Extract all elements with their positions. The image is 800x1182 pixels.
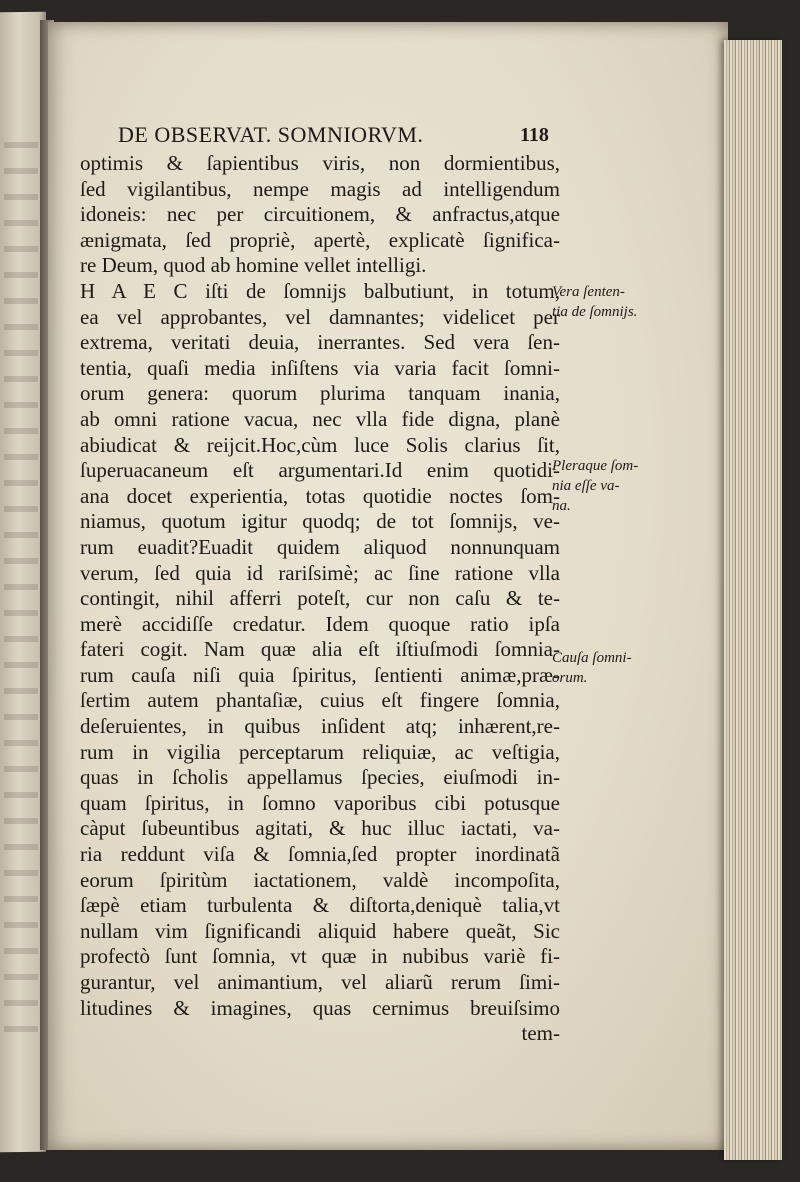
facing-page-bleed bbox=[4, 142, 38, 1042]
text-line: niamus, quotum igitur quodq; de tot ſomnijs, ve- bbox=[80, 509, 560, 534]
text-line: quas in ſcholis appellamus ſpecies, eiuſmodi in- bbox=[80, 765, 560, 790]
catchword: tem- bbox=[521, 1021, 560, 1046]
text-line: fateri cogit. Nam quæ alia eſt iſtiuſmodi ſomnia- bbox=[80, 637, 560, 662]
text-line: optimis & ſapientibus viris, non dormientibus, bbox=[80, 151, 560, 175]
text-line: ana docet experientia, totas quotidie noctes ſom- bbox=[80, 483, 560, 508]
text-line: verum, ſed quia id rariſsimè; ac ſine ratione vlla bbox=[80, 560, 560, 585]
text-line: ænigmata, ſed propriè, apertè, explicatè ſignifica- bbox=[80, 227, 560, 252]
text-line: tentia, quaſi media inſiſtens via varia facit ſomni- bbox=[80, 355, 560, 380]
margin-note-vera-sententia bbox=[552, 282, 682, 322]
text-line: nullam vim ſignificandi aliquid habere queãt, Sic bbox=[80, 918, 560, 943]
text-line: abiudicat & reijcit.Hoc,cùm luce Solis clarius ſit, bbox=[80, 432, 560, 457]
text-line: ea vel approbantes, vel damnantes; videlicet per bbox=[80, 304, 560, 329]
margin-note-line: nia eſſe va- bbox=[552, 478, 620, 494]
text-line: re Deum, quod ab homine vellet intelligi. bbox=[80, 253, 427, 278]
text-line: merè accidiſſe credatur. Idem quoque ratio ipſa bbox=[80, 611, 560, 636]
margin-note-line: Cauſa ſomni- bbox=[552, 650, 632, 666]
text-line: idoneis: nec per circuitionem, & anfractus,atque bbox=[80, 202, 560, 227]
text-line: quam ſpiritus, in ſomno vaporibus cibi potusque bbox=[80, 790, 560, 815]
text-line: orum genera: quorum plurima tanquam inania, bbox=[80, 381, 560, 406]
text-line: eorum ſpiritùm iactationem, valdè incompoſita, bbox=[80, 867, 560, 892]
margin-note-line: Vera ſenten- bbox=[552, 284, 625, 300]
text-line: profectò ſunt ſomnia, vt quæ in nubibus variè fi- bbox=[80, 944, 560, 969]
text-line: ab omni ratione vacua, nec vlla fide digna, planè bbox=[80, 406, 560, 431]
text-line: ſertim autem phantaſiæ, cuius eſt fingere ſomnia, bbox=[80, 688, 560, 713]
margin-note-causa-somniorum bbox=[552, 648, 682, 688]
text-line: càput ſubeuntibus agitati, & huc illuc iactati, va- bbox=[80, 816, 560, 841]
text-line: gurantur, vel animantium, vel aliarũ rerum ſimi- bbox=[80, 970, 560, 994]
text-line: H A E C iſti de ſomnijs balbutiunt, in totum, bbox=[80, 278, 560, 303]
margin-note-pleraque-somnia bbox=[552, 456, 682, 516]
text-line: deſeruientes, in quibus inſident atq; inhærent,re- bbox=[80, 714, 560, 739]
text-line: rum euadit?Euadit quidem aliquod nonnunquam bbox=[80, 534, 560, 559]
margin-note-line: na. bbox=[552, 498, 571, 514]
text-line: ſæpè etiam turbulenta & diſtorta,deniquè talia,vt bbox=[80, 893, 560, 918]
page-number: 118 bbox=[520, 124, 549, 146]
text-line: ſed vigilantibus, nempe magis ad intelligendum bbox=[80, 176, 560, 201]
text-line: contingit, nihil afferri poteſt, cur non caſu & te- bbox=[80, 586, 560, 611]
text-line: rum in vigilia perceptarum reliquiæ, ac veſtigia, bbox=[80, 739, 560, 764]
margin-note-line: Pleraque ſom- bbox=[552, 458, 639, 474]
page-edges bbox=[724, 40, 782, 1160]
text-line: extrema, veritati deuia, inerrantes. Sed vera ſen- bbox=[80, 330, 560, 355]
text-line: rum cauſa niſi quia ſpiritus, ſentienti animæ,præ- bbox=[80, 662, 560, 687]
text-line: ria reddunt viſa & ſomnia,ſed propter inordinatã bbox=[80, 842, 560, 867]
text-line: ſuperuacaneum eſt argumentari.Id enim quotidi- bbox=[80, 458, 560, 483]
margin-note-line: tia de ſomnijs. bbox=[552, 304, 638, 320]
text-line: litudines & imagines, quas cernimus breuiſsimo bbox=[80, 995, 560, 1020]
margin-note-line: orum. bbox=[552, 670, 588, 686]
running-title: DE OBSERVAT. SOMNIORVM. bbox=[118, 122, 424, 147]
main-text-block bbox=[80, 151, 560, 1047]
